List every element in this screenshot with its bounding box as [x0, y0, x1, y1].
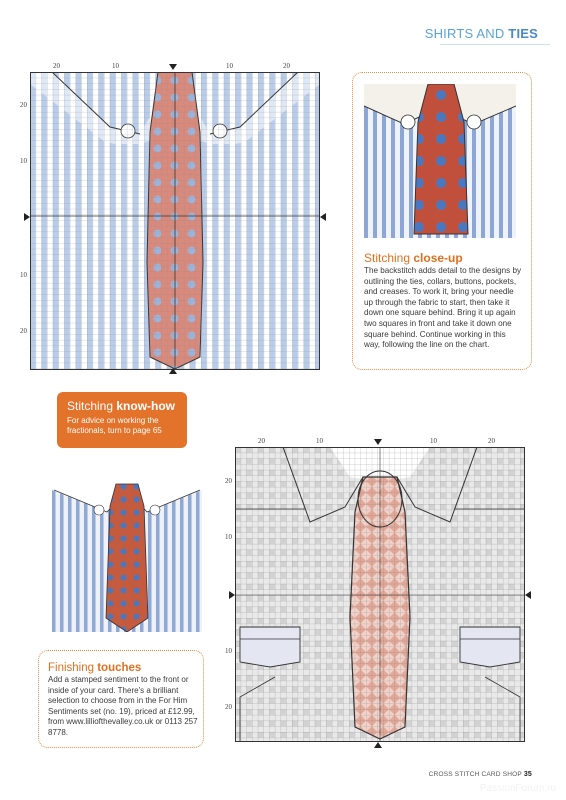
- finished-card-photo: [52, 480, 202, 632]
- chart1-pattern: [30, 72, 320, 370]
- chart1-center-arrow-top: [169, 64, 177, 70]
- chart2-top-tick: 20: [488, 437, 495, 445]
- chart1-left-tick: 10: [20, 157, 27, 165]
- chart2-left-tick: 10: [225, 647, 232, 655]
- finishing-body: Add a stamped sentiment to the front or inside of your card. There's a brilliant selection to choose from in the For Him Sentiments set (no. 19), priced at £12.99, from www.lilliofthevalley.co.uk or 0113 257 8778.: [48, 675, 198, 737]
- knowhow-body: For advice on working the fractionals, turn to page 65: [67, 416, 162, 435]
- page-footer: CROSS STITCH CARD SHOP 35: [428, 771, 532, 778]
- chart2-center-arrow-left: [229, 591, 235, 599]
- chart1-top-tick: 20: [283, 62, 290, 70]
- chart2-left-tick: 20: [225, 703, 232, 711]
- closeup-body: The backstitch adds detail to the designs by outlining the ties, collars, buttons, pockets, and creases. To work it, bring your needle up through the fabric to start, then take it down one square behind. Bring it up again two squares in front and take it down one square behind. Continue working in this way, following the line on the chart.: [364, 266, 522, 350]
- knowhow-title: Stitching know-how: [67, 399, 176, 413]
- chart1-top-tick: 10: [226, 62, 233, 70]
- chart2-top-tick: 10: [316, 437, 323, 445]
- closeup-title: Stitching close-up: [364, 251, 463, 265]
- chart1-left-tick: 20: [20, 101, 27, 109]
- page-number: 35: [523, 771, 532, 778]
- header-part1: SHIRTS AND: [424, 26, 509, 41]
- section-header: [425, 26, 538, 41]
- chart2-center-arrow-top: [374, 439, 382, 445]
- header-rule: [440, 44, 550, 45]
- closeup-photo: [364, 84, 516, 238]
- chart1-center-arrow-right: [320, 213, 326, 221]
- chart1-left-tick: 10: [20, 271, 27, 279]
- chart2-top-tick: 10: [430, 437, 437, 445]
- knowhow-panel: [57, 392, 187, 448]
- chart2-left-tick: 20: [225, 477, 232, 485]
- chart1-left-tick: 20: [20, 327, 27, 335]
- chart1-center-arrow-left: [24, 213, 30, 221]
- finishing-title: Finishing touches: [48, 662, 142, 674]
- chart2-pattern: [235, 447, 525, 742]
- header-part2: TIES: [508, 26, 538, 41]
- chart2-center-arrow-bottom: [374, 742, 382, 748]
- chart1-top-tick: 10: [112, 62, 119, 70]
- chart1-center-arrow-bottom: [169, 368, 177, 374]
- watermark: PassionForum.ru: [479, 783, 556, 794]
- chart1-top-tick: 20: [53, 62, 60, 70]
- chart2-left-tick: 10: [225, 533, 232, 541]
- chart2-center-arrow-right: [525, 591, 531, 599]
- chart2-top-tick: 20: [258, 437, 265, 445]
